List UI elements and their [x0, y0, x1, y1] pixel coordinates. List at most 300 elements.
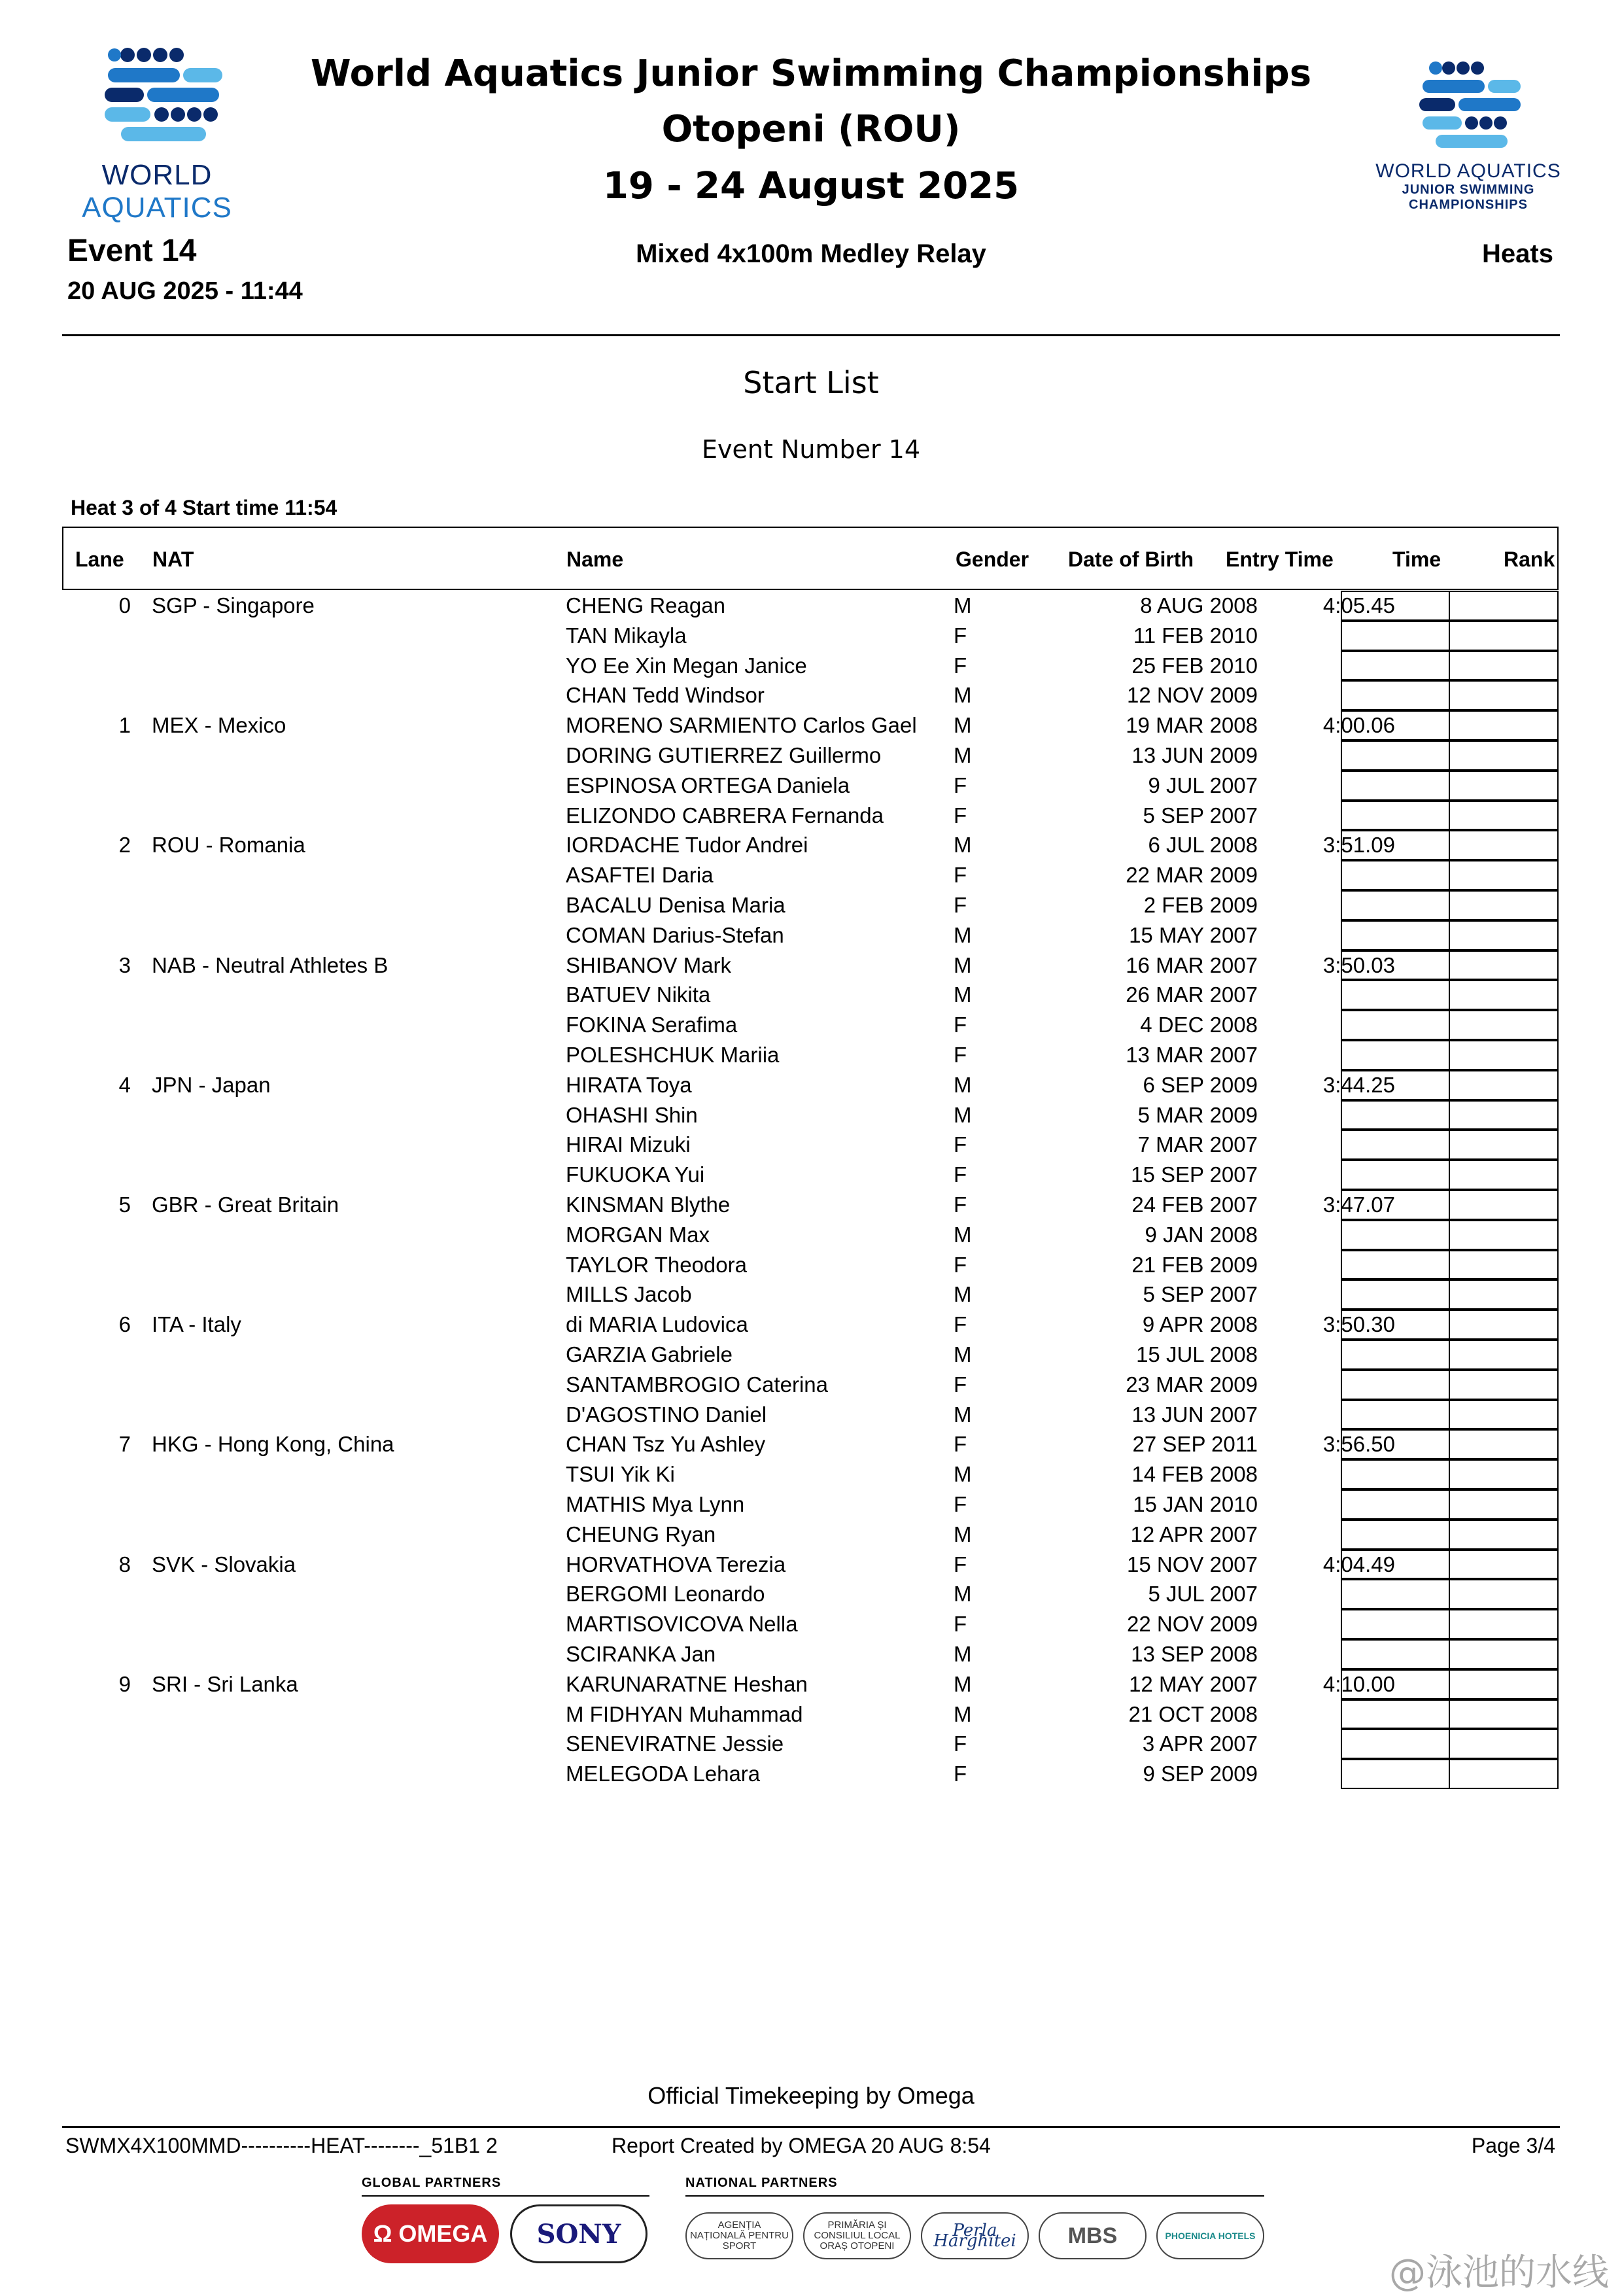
rank-box	[1449, 591, 1559, 621]
rank-box	[1449, 1400, 1559, 1430]
lane-cell: 7	[118, 1432, 131, 1457]
world-aquatics-dots-icon	[65, 43, 249, 161]
rank-box	[1449, 1699, 1559, 1730]
lane-cell: 0	[118, 593, 131, 617]
table-row	[62, 1699, 1560, 1730]
entry-time-cell: 3:56.50	[1322, 1432, 1395, 1457]
gender-cell: F	[954, 1312, 967, 1337]
dob-cell: 6 JUL 2008	[1148, 833, 1258, 858]
name-cell: CHEUNG Ryan	[566, 1522, 716, 1546]
time-box	[1341, 1759, 1450, 1789]
watermark: @泳池的水线	[1389, 2252, 1609, 2294]
name-cell: COMAN Darius-Stefan	[566, 922, 784, 947]
junior-championships-logo	[1357, 59, 1579, 222]
partner-perla-logo: Perla Harghitei	[921, 2212, 1029, 2259]
rank-box	[1449, 830, 1559, 860]
rank-box	[1449, 1459, 1559, 1489]
gender-cell: M	[954, 1222, 972, 1247]
rank-box	[1449, 1070, 1559, 1100]
entry-time-cell: 3:44.25	[1322, 1072, 1395, 1097]
page-number: Page 3/4	[1471, 2134, 1555, 2157]
gender-cell: M	[954, 1582, 972, 1607]
gender-cell: F	[954, 1762, 967, 1786]
name-cell: MELEGODA Lehara	[566, 1762, 761, 1786]
name-cell: DORING GUTIERREZ Guillermo	[566, 743, 882, 767]
logo-right-line3: CHAMPIONSHIPS	[1409, 198, 1528, 212]
logo-right-line1: WORLD AQUATICS	[1375, 160, 1561, 182]
time-box	[1341, 710, 1450, 740]
name-cell: ESPINOSA ORTEGA Daniela	[566, 773, 850, 797]
header-gender: Gender	[956, 548, 1029, 571]
name-cell: HIRATA Toya	[566, 1072, 692, 1097]
time-box	[1341, 740, 1450, 771]
dob-cell: 13 JUN 2009	[1131, 743, 1258, 767]
dob-cell: 21 OCT 2008	[1128, 1701, 1258, 1726]
name-cell: IORDACHE Tudor Andrei	[566, 833, 808, 858]
time-box	[1341, 591, 1450, 621]
rank-box	[1449, 1639, 1559, 1669]
time-box	[1341, 1639, 1450, 1669]
rank-box	[1449, 1370, 1559, 1400]
nat-cell: SVK - Slovakia	[152, 1552, 296, 1576]
rank-box	[1449, 1729, 1559, 1759]
name-cell: CHAN Tedd Windsor	[566, 683, 765, 708]
rank-box	[1449, 1250, 1559, 1280]
name-cell: SCIRANKA Jan	[566, 1642, 716, 1666]
header-time: Time	[1392, 548, 1441, 571]
lane-cell: 4	[118, 1072, 131, 1097]
name-cell: FUKUOKA Yui	[566, 1162, 705, 1187]
gender-cell: F	[954, 1043, 967, 1067]
time-box	[1341, 651, 1450, 681]
table-row	[62, 980, 1560, 1010]
time-box	[1341, 1400, 1450, 1430]
rank-box	[1449, 1579, 1559, 1609]
rank-box	[1449, 950, 1559, 981]
dob-cell: 7 MAR 2007	[1137, 1132, 1258, 1157]
gender-cell: M	[954, 1342, 972, 1366]
table-row	[62, 1310, 1560, 1340]
name-cell: ELIZONDO CABRERA Fernanda	[566, 803, 884, 827]
dob-cell: 9 SEP 2009	[1143, 1762, 1258, 1786]
name-cell: MILLS Jacob	[566, 1282, 692, 1307]
time-box	[1341, 1609, 1450, 1639]
dob-cell: 13 SEP 2008	[1131, 1642, 1258, 1666]
header-divider	[62, 334, 1560, 336]
table-row	[62, 1459, 1560, 1489]
dob-cell: 12 NOV 2009	[1127, 683, 1258, 708]
table-row	[62, 771, 1560, 801]
name-cell: HIRAI Mizuki	[566, 1132, 691, 1157]
lane-cell: 8	[118, 1552, 131, 1576]
table-row	[62, 830, 1560, 860]
time-box	[1341, 950, 1450, 981]
rank-box	[1449, 1429, 1559, 1459]
gender-cell: M	[954, 983, 972, 1007]
entry-time-cell: 3:47.07	[1322, 1192, 1395, 1217]
dob-cell: 15 NOV 2007	[1127, 1552, 1258, 1576]
dob-cell: 23 MAR 2009	[1126, 1372, 1258, 1397]
partner-phoenicia-logo: PHOENICIA HOTELS	[1156, 2212, 1264, 2259]
table-row	[62, 1429, 1560, 1459]
rank-box	[1449, 1340, 1559, 1370]
event-name: Mixed 4x100m Medley Relay	[636, 239, 986, 268]
dob-cell: 2 FEB 2009	[1143, 893, 1258, 917]
name-cell: SANTAMBROGIO Caterina	[566, 1372, 828, 1397]
table-row	[62, 1489, 1560, 1520]
header-entry-time: Entry Time	[1226, 548, 1334, 571]
table-row	[62, 1100, 1560, 1130]
dob-cell: 21 FEB 2009	[1131, 1252, 1258, 1277]
report-created: Report Created by OMEGA 20 AUG 8:54	[612, 2134, 991, 2157]
time-box	[1341, 1279, 1450, 1310]
rank-box	[1449, 801, 1559, 831]
name-cell: M FIDHYAN Muhammad	[566, 1701, 803, 1726]
rank-box	[1449, 651, 1559, 681]
dob-cell: 15 SEP 2007	[1131, 1162, 1258, 1187]
table-row	[62, 1370, 1560, 1400]
time-box	[1341, 1040, 1450, 1070]
gender-cell: M	[954, 1072, 972, 1097]
time-box	[1341, 1100, 1450, 1130]
table-row	[62, 1669, 1560, 1699]
dob-cell: 25 FEB 2010	[1131, 653, 1258, 678]
rank-box	[1449, 1130, 1559, 1160]
gender-cell: M	[954, 743, 972, 767]
dob-cell: 13 MAR 2007	[1126, 1043, 1258, 1067]
time-box	[1341, 1489, 1450, 1520]
table-row	[62, 651, 1560, 681]
dob-cell: 9 APR 2008	[1142, 1312, 1258, 1337]
name-cell: HORVATHOVA Terezia	[566, 1552, 786, 1576]
name-cell: KARUNARATNE Heshan	[566, 1671, 808, 1696]
name-cell: SENEVIRATNE Jessie	[566, 1731, 784, 1756]
dob-cell: 6 SEP 2009	[1143, 1072, 1258, 1097]
logo-word-world: WORLD	[101, 159, 213, 191]
gender-cell: M	[954, 713, 972, 738]
name-cell: CHENG Reagan	[566, 593, 725, 617]
nat-cell: MEX - Mexico	[152, 713, 286, 738]
logo-right-line2: JUNIOR SWIMMING	[1402, 183, 1535, 197]
table-row	[62, 740, 1560, 771]
name-cell: POLESHCHUK Mariia	[566, 1043, 780, 1067]
dob-cell: 12 MAY 2007	[1129, 1671, 1258, 1696]
time-box	[1341, 1250, 1450, 1280]
dob-cell: 4 DEC 2008	[1140, 1013, 1258, 1037]
table-row	[62, 1579, 1560, 1609]
dob-cell: 5 MAR 2009	[1137, 1102, 1258, 1127]
header-lane: Lane	[75, 548, 124, 571]
time-box	[1341, 1220, 1450, 1250]
global-partners-label: GLOBAL PARTNERS	[362, 2176, 502, 2190]
timekeeping-note: Official Timekeeping by Omega	[647, 2082, 975, 2109]
table-row	[62, 1010, 1560, 1040]
table-row	[62, 1550, 1560, 1580]
name-cell: KINSMAN Blythe	[566, 1192, 731, 1217]
footer-divider	[62, 2126, 1560, 2128]
gender-cell: F	[954, 1731, 967, 1756]
table-row	[62, 1400, 1560, 1430]
time-box	[1341, 1550, 1450, 1580]
dob-cell: 24 FEB 2007	[1131, 1192, 1258, 1217]
table-row	[62, 591, 1560, 621]
table-row	[62, 1340, 1560, 1370]
name-cell: SHIBANOV Mark	[566, 952, 732, 977]
dob-cell: 9 JAN 2008	[1145, 1222, 1258, 1247]
gender-cell: M	[954, 952, 972, 977]
rank-box	[1449, 1040, 1559, 1070]
name-cell: GARZIA Gabriele	[566, 1342, 733, 1366]
rank-box	[1449, 1550, 1559, 1580]
dob-cell: 16 MAR 2007	[1126, 952, 1258, 977]
table-row	[62, 1040, 1560, 1070]
name-cell: BATUEV Nikita	[566, 983, 711, 1007]
header-name: Name	[566, 548, 624, 571]
time-box	[1341, 1190, 1450, 1220]
time-box	[1341, 621, 1450, 651]
gender-cell: M	[954, 1522, 972, 1546]
name-cell: TSUI Yik Ki	[566, 1462, 675, 1487]
heat-info: Heat 3 of 4 Start time 11:54	[71, 496, 337, 519]
gender-cell: M	[954, 1402, 972, 1427]
junior-championships-dots-icon	[1357, 59, 1579, 157]
rank-box	[1449, 1759, 1559, 1789]
time-box	[1341, 1429, 1450, 1459]
gender-cell: M	[954, 1642, 972, 1666]
name-cell: MARTISOVICOVA Nella	[566, 1612, 798, 1637]
table-row	[62, 801, 1560, 831]
omega-logo: Ω OMEGA	[362, 2204, 499, 2263]
table-row	[62, 621, 1560, 651]
national-partners-line	[685, 2195, 1264, 2197]
entry-time-cell: 4:04.49	[1322, 1552, 1395, 1576]
name-cell: CHAN Tsz Yu Ashley	[566, 1432, 766, 1457]
table-row	[62, 1190, 1560, 1220]
dob-cell: 8 AUG 2008	[1140, 593, 1258, 617]
gender-cell: F	[954, 1372, 967, 1397]
name-cell: FOKINA Serafima	[566, 1013, 738, 1037]
nat-cell: ROU - Romania	[152, 833, 305, 858]
event-title: Event 14	[67, 234, 197, 268]
gender-cell: M	[954, 833, 972, 858]
time-box	[1341, 1699, 1450, 1730]
rank-box	[1449, 980, 1559, 1010]
dob-cell: 15 JUL 2008	[1136, 1342, 1258, 1366]
time-box	[1341, 1370, 1450, 1400]
name-cell: YO Ee Xin Megan Janice	[566, 653, 807, 678]
event-date: 20 AUG 2025 - 11:44	[67, 277, 303, 305]
entry-time-cell: 4:00.06	[1322, 713, 1395, 738]
time-box	[1341, 860, 1450, 890]
name-cell: MORGAN Max	[566, 1222, 710, 1247]
gender-cell: M	[954, 593, 972, 617]
table-row	[62, 920, 1560, 950]
world-aquatics-logo	[65, 43, 249, 224]
nat-cell: NAB - Neutral Athletes B	[152, 952, 388, 977]
table-row	[62, 1130, 1560, 1160]
rank-box	[1449, 1669, 1559, 1699]
lane-cell: 2	[118, 833, 131, 858]
time-box	[1341, 771, 1450, 801]
time-box	[1341, 890, 1450, 920]
lane-cell: 1	[118, 713, 131, 738]
rank-box	[1449, 710, 1559, 740]
table-row	[62, 890, 1560, 920]
report-code: SWMX4X100MMD----------HEAT--------_51B1 2	[65, 2134, 498, 2157]
table-header	[62, 527, 1559, 590]
dob-cell: 12 APR 2007	[1130, 1522, 1258, 1546]
entry-time-cell: 3:50.03	[1322, 952, 1395, 977]
sony-logo: SONY	[510, 2204, 647, 2263]
dob-cell: 5 SEP 2007	[1143, 803, 1258, 827]
lane-cell: 3	[118, 952, 131, 977]
rank-box	[1449, 740, 1559, 771]
dates-title: 19 - 24 August 2025	[602, 165, 1020, 207]
rank-box	[1449, 920, 1559, 950]
time-box	[1341, 1010, 1450, 1040]
gender-cell: M	[954, 1102, 972, 1127]
partner-otopeni-logo: PRIMĂRIA ȘI CONSILIUL LOCAL ORAȘ OTOPENI	[803, 2212, 911, 2259]
name-cell: BERGOMI Leonardo	[566, 1582, 765, 1607]
nat-cell: SRI - Sri Lanka	[152, 1671, 298, 1696]
dob-cell: 19 MAR 2008	[1126, 713, 1258, 738]
rank-box	[1449, 1609, 1559, 1639]
rank-box	[1449, 1010, 1559, 1040]
header-nat: NAT	[152, 548, 194, 571]
time-box	[1341, 1310, 1450, 1340]
nat-cell: JPN - Japan	[152, 1072, 271, 1097]
lane-cell: 9	[118, 1671, 131, 1696]
rank-box	[1449, 890, 1559, 920]
time-box	[1341, 680, 1450, 710]
dob-cell: 3 APR 2007	[1142, 1731, 1258, 1756]
gender-cell: M	[954, 683, 972, 708]
entry-time-cell: 3:50.30	[1322, 1312, 1395, 1337]
time-box	[1341, 1459, 1450, 1489]
name-cell: ASAFTEI Daria	[566, 863, 714, 888]
nat-cell: HKG - Hong Kong, China	[152, 1432, 394, 1457]
name-cell: MATHIS Mya Lynn	[566, 1492, 745, 1516]
rank-box	[1449, 1220, 1559, 1250]
rank-box	[1449, 1160, 1559, 1190]
name-cell: MORENO SARMIENTO Carlos Gael	[566, 713, 917, 738]
gender-cell: M	[954, 1701, 972, 1726]
table-row	[62, 710, 1560, 740]
rank-box	[1449, 1100, 1559, 1130]
logo-word-aquatics: AQUATICS	[82, 192, 232, 224]
time-box	[1341, 801, 1450, 831]
partner-ans-logo: AGENȚIA NAȚIONALĂ PENTRU SPORT	[685, 2212, 793, 2259]
table-row	[62, 950, 1560, 981]
time-box	[1341, 1070, 1450, 1100]
gender-cell: M	[954, 1462, 972, 1487]
gender-cell: F	[954, 1162, 967, 1187]
time-box	[1341, 1160, 1450, 1190]
gender-cell: F	[954, 803, 967, 827]
partner-mbs-logo: MBS	[1039, 2212, 1147, 2259]
gender-cell: M	[954, 1282, 972, 1307]
rank-box	[1449, 1310, 1559, 1340]
header-dob: Date of Birth	[1068, 548, 1194, 571]
gender-cell: F	[954, 653, 967, 678]
time-box	[1341, 1520, 1450, 1550]
gender-cell: F	[954, 1132, 967, 1157]
table-row	[62, 1609, 1560, 1639]
time-box	[1341, 980, 1450, 1010]
table-row	[62, 1759, 1560, 1789]
gender-cell: F	[954, 623, 967, 648]
dob-cell: 27 SEP 2011	[1132, 1432, 1258, 1457]
dob-cell: 14 FEB 2008	[1131, 1462, 1258, 1487]
rank-box	[1449, 860, 1559, 890]
time-box	[1341, 1669, 1450, 1699]
dob-cell: 22 MAR 2009	[1126, 863, 1258, 888]
rank-box	[1449, 1520, 1559, 1550]
time-box	[1341, 1340, 1450, 1370]
table-row	[62, 860, 1560, 890]
dob-cell: 5 SEP 2007	[1143, 1282, 1258, 1307]
venue-title: Otopeni (ROU)	[661, 108, 961, 150]
rank-box	[1449, 1489, 1559, 1520]
gender-cell: F	[954, 893, 967, 917]
table-row	[62, 1520, 1560, 1550]
table-row	[62, 1250, 1560, 1280]
dob-cell: 5 JUL 2007	[1148, 1582, 1258, 1607]
name-cell: BACALU Denisa Maria	[566, 893, 785, 917]
rank-box	[1449, 621, 1559, 651]
national-partners-label: NATIONAL PARTNERS	[685, 2176, 838, 2190]
name-cell: TAN Mikayla	[566, 623, 687, 648]
table-row	[62, 1220, 1560, 1250]
gender-cell: M	[954, 1671, 972, 1696]
table-row	[62, 1279, 1560, 1310]
event-number: Event Number 14	[701, 435, 921, 464]
time-box	[1341, 1579, 1450, 1609]
name-cell: OHASHI Shin	[566, 1102, 698, 1127]
entry-time-cell: 3:51.09	[1322, 833, 1395, 858]
gender-cell: F	[954, 1612, 967, 1637]
name-cell: di MARIA Ludovica	[566, 1312, 748, 1337]
rank-box	[1449, 1279, 1559, 1310]
dob-cell: 26 MAR 2007	[1126, 983, 1258, 1007]
gender-cell: F	[954, 1492, 967, 1516]
nat-cell: GBR - Great Britain	[152, 1192, 339, 1217]
name-cell: D'AGOSTINO Daniel	[566, 1402, 767, 1427]
gender-cell: F	[954, 773, 967, 797]
dob-cell: 15 JAN 2010	[1133, 1492, 1258, 1516]
time-box	[1341, 1729, 1450, 1759]
table-row	[62, 1070, 1560, 1100]
entry-time-cell: 4:10.00	[1322, 1671, 1395, 1696]
time-box	[1341, 1130, 1450, 1160]
time-box	[1341, 830, 1450, 860]
gender-cell: F	[954, 1192, 967, 1217]
championship-title: World Aquatics Junior Swimming Championships	[310, 52, 1312, 95]
gender-cell: F	[954, 1013, 967, 1037]
dob-cell: 22 NOV 2009	[1127, 1612, 1258, 1637]
table-row	[62, 1160, 1560, 1190]
dob-cell: 9 JUL 2007	[1148, 773, 1258, 797]
header-rank: Rank	[1504, 548, 1555, 571]
gender-cell: M	[954, 922, 972, 947]
lane-cell: 6	[118, 1312, 131, 1337]
rank-box	[1449, 1190, 1559, 1220]
dob-cell: 15 MAY 2007	[1129, 922, 1258, 947]
nat-cell: SGP - Singapore	[152, 593, 315, 617]
gender-cell: F	[954, 863, 967, 888]
gender-cell: F	[954, 1552, 967, 1576]
table-row	[62, 1639, 1560, 1669]
